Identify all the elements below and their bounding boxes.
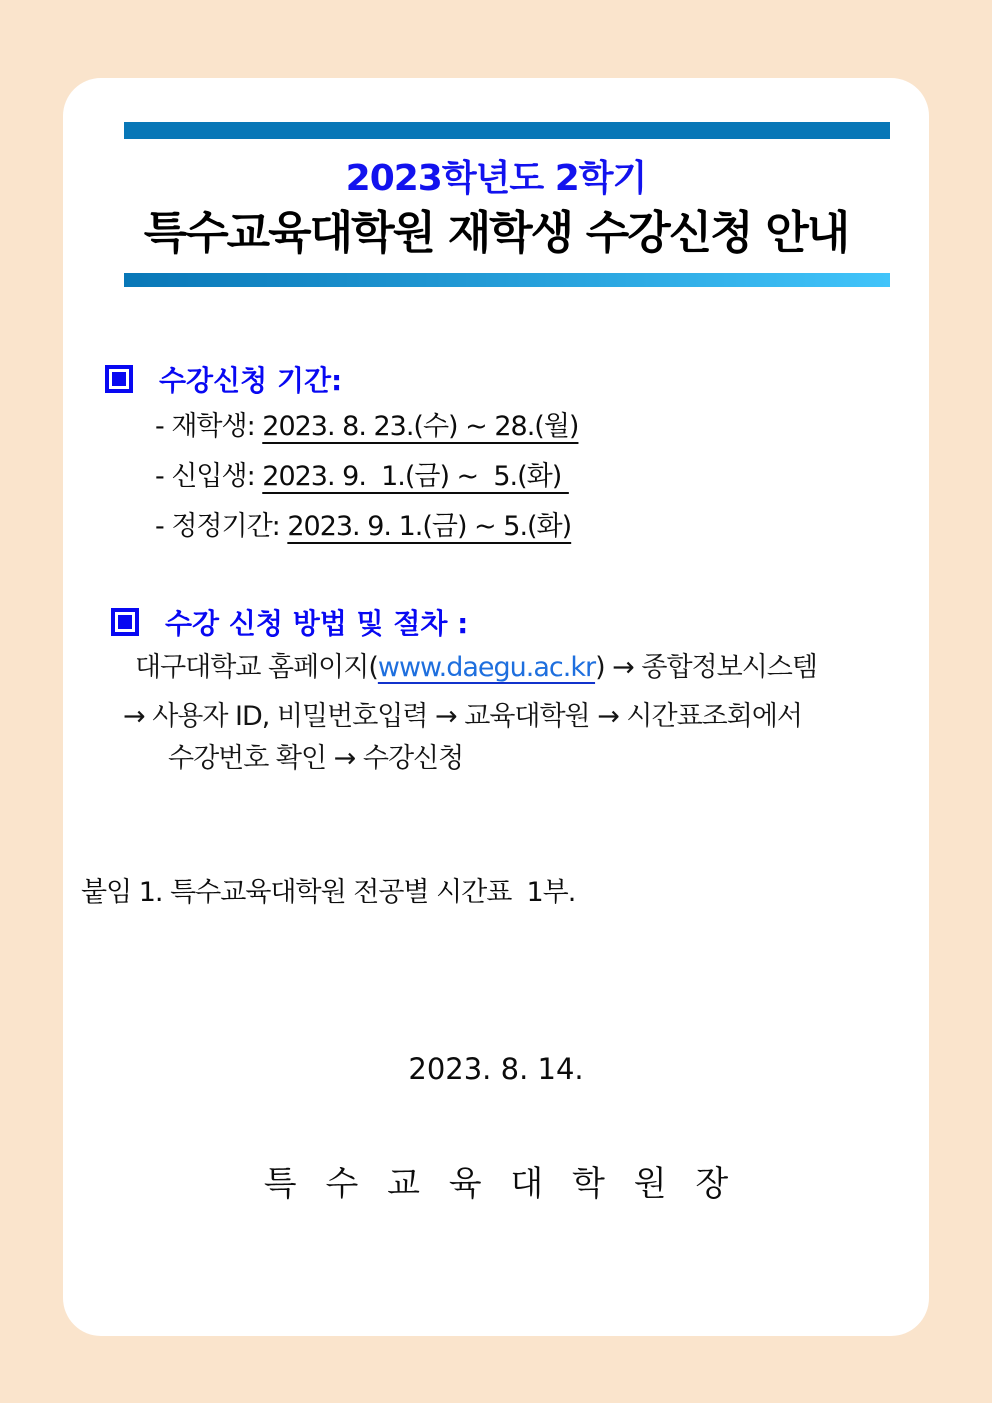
website-link[interactable]: www.daegu.ac.kr [377,652,596,683]
attachment-note: 붙임 1. 특수교육대학원 전공별 시간표 1부. [81,877,576,908]
section-heading-label: 수강신청 기간: [159,364,343,397]
signature-title: 특 수 교 육 대 학 원 장 [263,1164,729,1204]
section-heading-label: 수강 신청 방법 및 절차 : [165,607,469,640]
procedure-line-1 [135,645,817,684]
square-bullet-icon [105,365,133,393]
header-top-bar [124,122,890,139]
period-item-date: 2023. 9. 1.(금) ~ 5.(화) [287,511,572,542]
procedure-line1-before: 대구대학교 홈페이지( [135,652,378,683]
period-item-label: - 신입생: [155,461,263,492]
square-bullet-icon [111,608,139,636]
period-item-new-students [155,454,578,504]
procedure-line-2: → 사용자 ID, 비밀번호입력 → 교육대학원 → 시간표조회에서 [123,701,803,732]
section-registration-period-heading [105,359,342,399]
header-gradient-bar [124,273,890,287]
period-item-date: 2023. 9. 1.(금) ~ 5.(화) [262,461,569,492]
notice-subtitle: 2023학년도 2학기 [345,158,647,199]
document-date: 2023. 8. 14. [408,1052,584,1086]
period-item-label: - 재학생: [155,411,263,442]
period-item-current-students [155,404,578,454]
notice-card [63,78,929,1336]
period-item-correction [155,504,578,554]
section-method-heading [111,602,468,642]
period-item-label: - 정정기간: [155,511,288,542]
procedure-line-3: 수강번호 확인 → 수강신청 [168,743,464,774]
procedure-line1-after: ) → 종합정보시스템 [595,652,817,683]
period-item-date: 2023. 8. 23.(수) ~ 28.(월) [262,411,579,442]
registration-period-list [155,404,578,554]
notice-title: 특수교육대학원 재학생 수강신청 안내 [143,206,849,259]
